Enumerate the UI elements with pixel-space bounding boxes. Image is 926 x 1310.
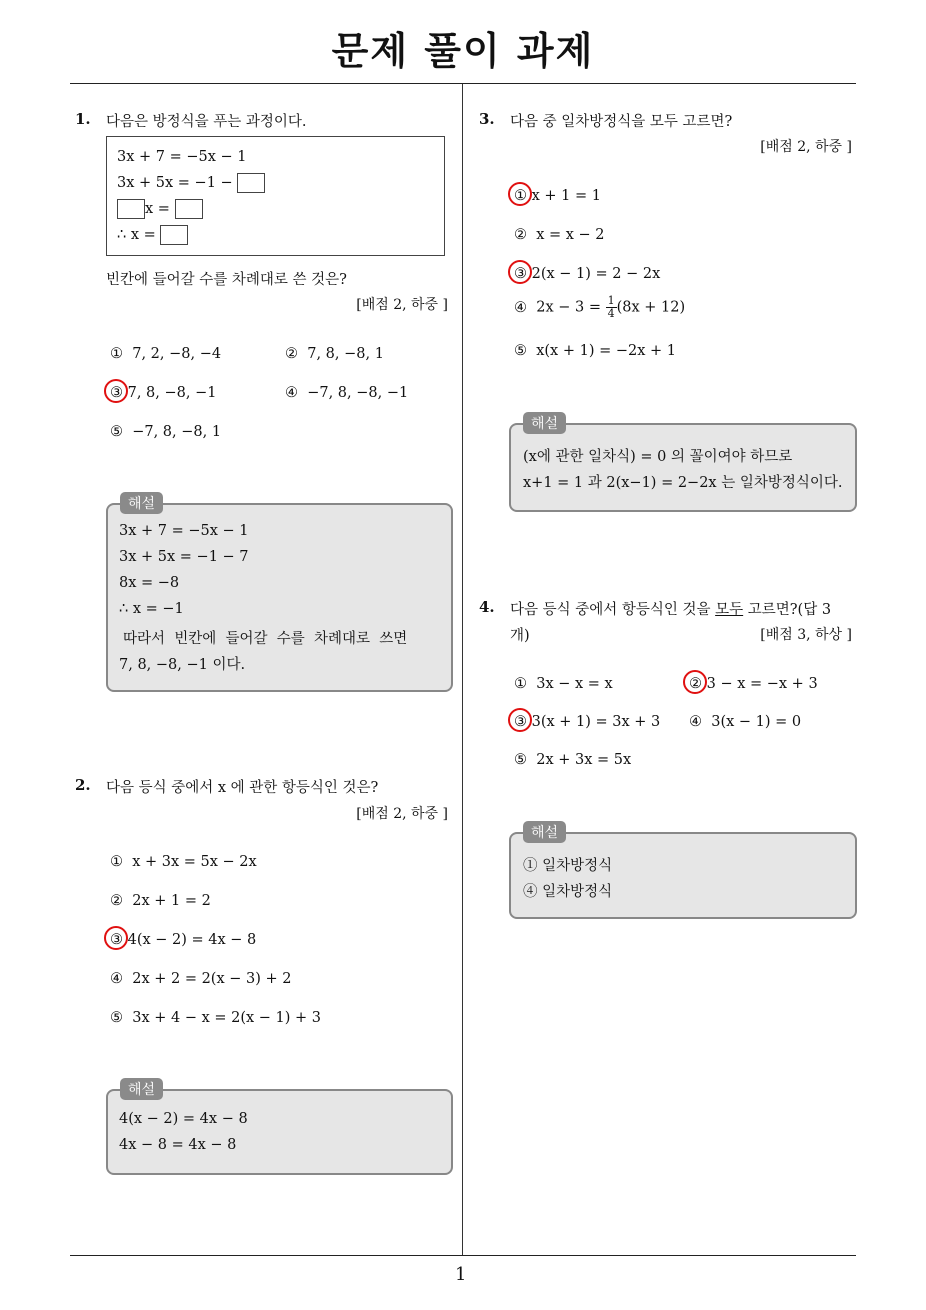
- q4-choice-2[interactable]: [689, 676, 818, 692]
- q4-choice-1-text: 3x − x = x: [536, 676, 613, 692]
- bottom-rule: [70, 1255, 856, 1256]
- q1-solution-line-2: 3x + 5x = −1 − 7: [119, 549, 249, 565]
- q1-choice-5-text: −7, 8, −8, 1: [132, 424, 222, 440]
- q4-solution-label: 해설: [523, 821, 566, 843]
- q2-solution-line-2: 4x − 8 = 4x − 8: [119, 1137, 237, 1153]
- q3-choice-4-fraction: [606, 295, 617, 320]
- q1-choice-4-mark: ④: [285, 385, 298, 401]
- q2-solution-label: 해설: [120, 1078, 163, 1100]
- q1-text: 다음은 방정식을 푸는 과정이다.: [106, 114, 307, 130]
- q1-choice-1-text: 7, 2, −8, −4: [132, 346, 222, 362]
- q1-solution-line-1: 3x + 7 = −5x − 1: [119, 523, 249, 539]
- q2-choice-4[interactable]: [110, 971, 292, 987]
- q4-choice-2-text: 3 − x = −x + 3: [706, 676, 818, 692]
- q4-number: 4.: [479, 598, 495, 616]
- q4-solution-line-2: ④ 일차방정식: [523, 884, 613, 900]
- q1-choice-5-mark: ⑤: [110, 424, 123, 440]
- q2-number: 2.: [75, 776, 91, 794]
- q1-solution-box: [106, 496, 453, 692]
- q4-choice-3-text: 3(x + 1) = 3x + 3: [531, 714, 661, 730]
- q4-meta: [배점 3, 하상 ]: [760, 627, 852, 643]
- q1-box-line-2: [117, 173, 265, 193]
- q2-choice-5[interactable]: [110, 1010, 321, 1026]
- q4-choice-2-mark-circled: ②: [689, 676, 702, 692]
- q1-box-line-3-text: x =: [145, 201, 170, 217]
- q4-choice-4-text: 3(x − 1) = 0: [711, 714, 802, 730]
- q3-choice-1-mark-circled: ①: [514, 188, 527, 204]
- q2-meta: [배점 2, 하중 ]: [356, 806, 448, 822]
- q4-choice-5-mark: ⑤: [514, 752, 527, 768]
- q1-box-line-1: 3x + 7 = −5x − 1: [117, 149, 247, 165]
- q2-choice-1-text: x + 3x = 5x − 2x: [132, 854, 257, 870]
- q3-choice-4-frac-numerator: 1: [607, 294, 615, 307]
- q4-text-line2: 개): [510, 628, 530, 644]
- q3-choice-3[interactable]: [514, 266, 660, 282]
- q1-choice-2[interactable]: [285, 346, 384, 362]
- q4-text-after: 고르면?(답 3: [747, 602, 832, 618]
- q2-solution-box: [106, 1082, 453, 1175]
- q3-choice-5-mark: ⑤: [514, 343, 527, 359]
- q1-choice-2-mark: ②: [285, 346, 298, 362]
- q4-choice-3[interactable]: [514, 714, 660, 730]
- q1-blank-2[interactable]: [117, 199, 145, 219]
- q1-choice-2-text: 7, 8, −8, 1: [307, 346, 384, 362]
- q1-solution-line-5: 따라서 빈칸에 들어갈 수를 차례대로 쓰면: [123, 631, 408, 647]
- q1-blank-4[interactable]: [160, 225, 188, 245]
- q2-text: 다음 등식 중에서 x 에 관한 항등식인 것은?: [106, 780, 379, 796]
- q1-number: 1.: [75, 110, 91, 128]
- q2-choice-4-text: 2x + 2 = 2(x − 3) + 2: [132, 971, 292, 987]
- q3-choice-1-text: x + 1 = 1: [531, 188, 601, 204]
- q2-solution-line-1: 4(x − 2) = 4x − 8: [119, 1111, 248, 1127]
- q3-choice-4[interactable]: [514, 295, 685, 320]
- q3-choice-3-mark-circled: ③: [514, 266, 527, 282]
- q1-choice-1-mark: ①: [110, 346, 123, 362]
- q2-choice-1-mark: ①: [110, 854, 123, 870]
- q3-text: 다음 중 일차방정식을 모두 고르면?: [510, 114, 733, 130]
- q1-meta: [배점 2, 하중 ]: [356, 297, 448, 313]
- q2-choice-2-mark: ②: [110, 893, 123, 909]
- q4-text-before: 다음 등식 중에서 항등식인 것을: [510, 602, 711, 618]
- q2-choice-3-text: 4(x − 2) = 4x − 8: [127, 932, 257, 948]
- q1-question: 빈칸에 들어갈 수를 차례대로 쓴 것은?: [106, 272, 347, 288]
- top-rule: [70, 83, 856, 84]
- q3-choice-2[interactable]: [514, 227, 605, 243]
- q1-choice-3[interactable]: [110, 385, 216, 401]
- q2-choice-3[interactable]: [110, 932, 256, 948]
- q1-blank-1[interactable]: [237, 173, 265, 193]
- q2-choice-4-mark: ④: [110, 971, 123, 987]
- q3-solution-line-1: (x에 관한 일차식) = 0 의 꼴이여야 하므로: [523, 449, 793, 465]
- q1-box-line-2-text: 3x + 5x = −1 −: [117, 175, 233, 191]
- q4-choice-5-text: 2x + 3x = 5x: [536, 752, 632, 768]
- q1-choice-3-text: 7, 8, −8, −1: [127, 385, 217, 401]
- q3-choice-5[interactable]: [514, 343, 676, 359]
- q4-choice-1[interactable]: [514, 676, 613, 692]
- page-number: 1: [455, 1264, 467, 1285]
- q2-choice-3-mark-circled: ③: [110, 932, 123, 948]
- q1-box-line-3: [117, 199, 203, 219]
- q4-text-underlined: 모두: [715, 602, 744, 618]
- q3-choice-5-text: x(x + 1) = −2x + 1: [536, 343, 676, 359]
- q4-choice-1-mark: ①: [514, 676, 527, 692]
- q1-solution-line-6: 7, 8, −8, −1 이다.: [119, 657, 246, 673]
- q1-box-line-4: [117, 225, 188, 245]
- q3-choice-3-text: 2(x − 1) = 2 − 2x: [531, 266, 661, 282]
- q3-choice-1[interactable]: [514, 188, 601, 204]
- q1-solution-label: 해설: [120, 492, 163, 514]
- q1-solution-line-3: 8x = −8: [119, 575, 180, 591]
- q4-solution-box: [509, 825, 857, 919]
- q2-choice-5-text: 3x + 4 − x = 2(x − 1) + 3: [132, 1010, 322, 1026]
- q4-solution-line-1: ① 일차방정식: [523, 858, 613, 874]
- q2-choice-5-mark: ⑤: [110, 1010, 123, 1026]
- q4-choice-4[interactable]: [689, 714, 801, 730]
- q3-solution-box: [509, 416, 857, 512]
- q4-choice-3-mark-circled: ③: [514, 714, 527, 730]
- q4-text: [510, 598, 831, 619]
- q3-choice-4-text-after: (8x + 12): [616, 299, 686, 316]
- q1-choice-4-text: −7, 8, −8, −1: [307, 385, 409, 401]
- q3-choice-4-text-before: 2x − 3 =: [536, 299, 601, 316]
- q3-choice-2-mark: ②: [514, 227, 527, 243]
- q1-choice-1[interactable]: [110, 346, 221, 362]
- q2-choice-2-text: 2x + 1 = 2: [132, 893, 211, 909]
- column-divider: [462, 84, 463, 1256]
- q1-choice-3-mark-circled: ③: [110, 385, 123, 401]
- page-title: 문제 풀이 과제: [331, 29, 595, 73]
- q4-choice-4-mark: ④: [689, 714, 702, 730]
- q4-choice-5[interactable]: [514, 752, 631, 768]
- q1-blank-3[interactable]: [175, 199, 203, 219]
- q3-choice-2-text: x = x − 2: [536, 227, 605, 243]
- q3-meta: [배점 2, 하중 ]: [760, 139, 852, 155]
- q1-choice-5[interactable]: [110, 424, 221, 440]
- q1-equation-box: [106, 136, 445, 256]
- q3-number: 3.: [479, 110, 495, 128]
- q3-choice-4-mark: ④: [514, 299, 527, 316]
- q2-choice-2[interactable]: [110, 893, 211, 909]
- q2-choice-1[interactable]: [110, 854, 257, 870]
- q3-solution-label: 해설: [523, 412, 566, 434]
- q3-solution-line-2: x+1 = 1 과 2(x−1) = 2−2x 는 일차방정식이다.: [523, 475, 843, 491]
- q1-solution-line-4: ∴ x = −1: [119, 601, 184, 617]
- q1-choice-4[interactable]: [285, 385, 408, 401]
- q1-box-line-4-text: ∴ x =: [117, 227, 156, 243]
- q3-choice-4-frac-denominator: 4: [607, 307, 615, 320]
